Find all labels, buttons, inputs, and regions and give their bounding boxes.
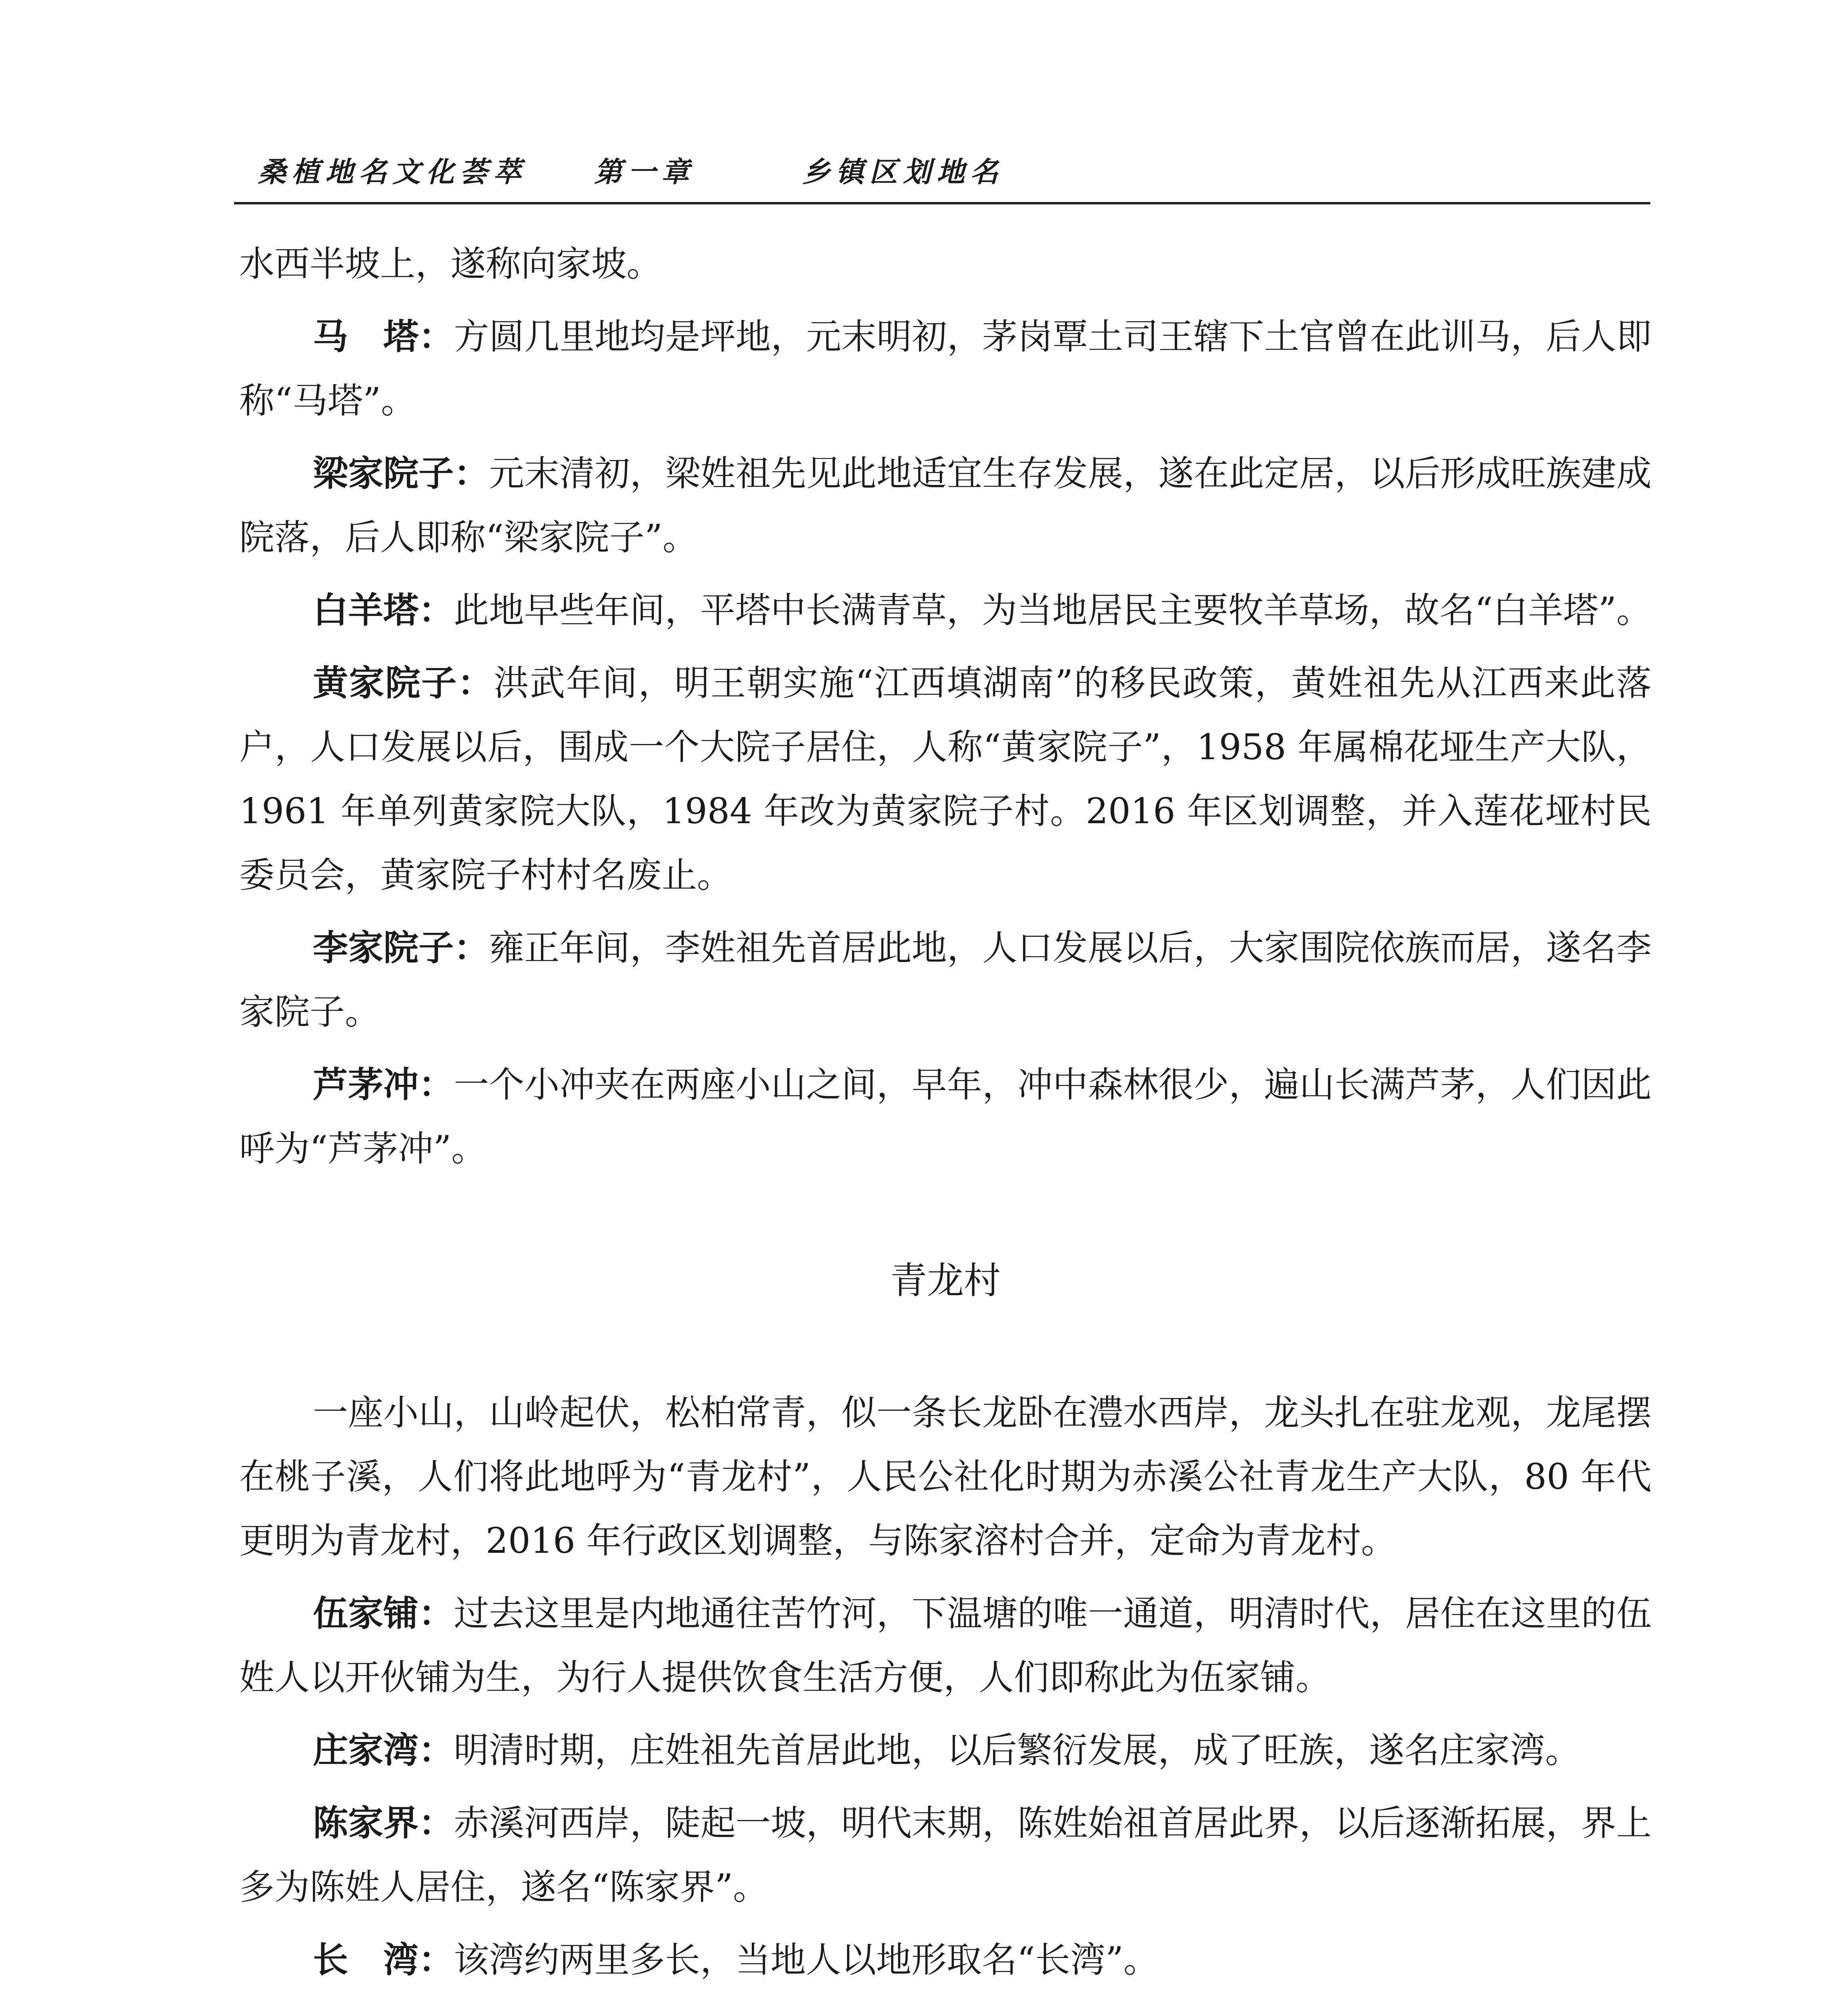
entry-term: 陈家界： [313, 1802, 454, 1844]
entry-text: 方圆几里地均是坪地，元末明初，茅岗覃土司王辖下土官曾在此训马，后人即称“马塔”。 [239, 316, 1652, 421]
entry-baiyangta [239, 578, 1652, 642]
entry-term: 李家院子： [313, 927, 489, 968]
section-label: 乡镇区划地名 [802, 156, 1004, 188]
entry-text: 一个小冲夹在两座小山之间，早年，冲中森林很少，遍山长满芦茅，人们因此呼为“芦茅冲”。 [239, 1064, 1652, 1169]
page-body [239, 232, 1652, 2000]
entry-term: 白羊塔： [313, 590, 454, 631]
header-divider [234, 202, 1650, 204]
entry-term: 黄家院子： [313, 662, 494, 704]
entry-text: 明清时期，庄姓祖先首居此地，以后繁衍发展，成了旺族，遂名庄家湾。 [454, 1730, 1581, 1771]
book-title: 桑植地名文化荟萃 [258, 156, 527, 188]
entry-text: 赤溪河西岸，陡起一坡，明代末期，陈姓始祖首居此界，以后逐渐拓展，界上多为陈姓人居住，遂名“陈家界”。 [239, 1802, 1652, 1908]
running-header [234, 148, 1650, 196]
entry-changwan [239, 1928, 1652, 1992]
entry-huangjia-yuanzi [239, 651, 1652, 907]
entry-zhuangjiawan [239, 1718, 1652, 1782]
entry-liangjia-yuanzi [239, 442, 1652, 570]
entry-lumaochong [239, 1053, 1652, 1181]
village-intro: 一座小山，山岭起伏，松柏常青，似一条长龙卧在澧水西岸，龙头扎在驻龙观，龙尾摆在桃子溪，人们将此地呼为“青龙村”，人民公社化时期为赤溪公社青龙生产大队，80 年代更明为青龙村，2016 年行政区划调整，与陈家溶村合并，定命为青龙村。 [239, 1392, 1652, 1561]
entry-wujiapu [239, 1582, 1652, 1710]
entry-text: 元末清初，梁姓祖先见此地适宜生存发展，遂在此定居，以后形成旺族建成院落，后人即称“梁家院子”。 [239, 453, 1652, 558]
chapter-label: 第一章 [594, 156, 695, 188]
entry-text: 该湾约两里多长，当地人以地形取名“长湾”。 [454, 1939, 1159, 1980]
entry-chenjiajie [239, 1791, 1652, 1919]
entry-lijia-yuanzi [239, 916, 1652, 1044]
entry-text: 雍正年间，李姓祖先首居此地，人口发展以后，大家围院依族而居，遂名李家院子。 [239, 927, 1652, 1032]
entry-term: 庄家湾： [313, 1730, 454, 1771]
entry-matai [239, 305, 1652, 433]
entry-term: 芦茅冲： [313, 1064, 454, 1105]
entry-text: 洪武年间，明王朝实施“江西填湖南”的移民政策，黄姓祖先从江西来此落户，人口发展以后，围成一个大院子居住，人称“黄家院子”，1958 年属棉花垭生产大队，1961 年单列黄家院大队，1984 年改为黄家院子村。2016 年区划调整，并入莲花垭村民委员会，黄家院子村村名废止。 [239, 662, 1652, 896]
continuation-paragraph: 水西半坡上，遂称向家坡。 [239, 243, 662, 284]
entry-term: 梁家院子： [313, 453, 489, 494]
entry-text: 过去这里是内地通往苦竹河，下温塘的唯一通道，明清时代，居住在这里的伍姓人以开伙铺为生，为行人提供饮食生活方便，人们即称此为伍家铺。 [239, 1593, 1652, 1698]
entry-term: 长 湾： [313, 1939, 454, 1980]
village-heading: 青龙村 [890, 1259, 1001, 1302]
entry-term: 伍家铺： [313, 1593, 454, 1634]
entry-text: 此地早些年间，平塔中长满青草，为当地居民主要牧羊草场，故名“白羊塔”。 [454, 590, 1652, 631]
entry-term: 马 塔： [313, 316, 454, 357]
